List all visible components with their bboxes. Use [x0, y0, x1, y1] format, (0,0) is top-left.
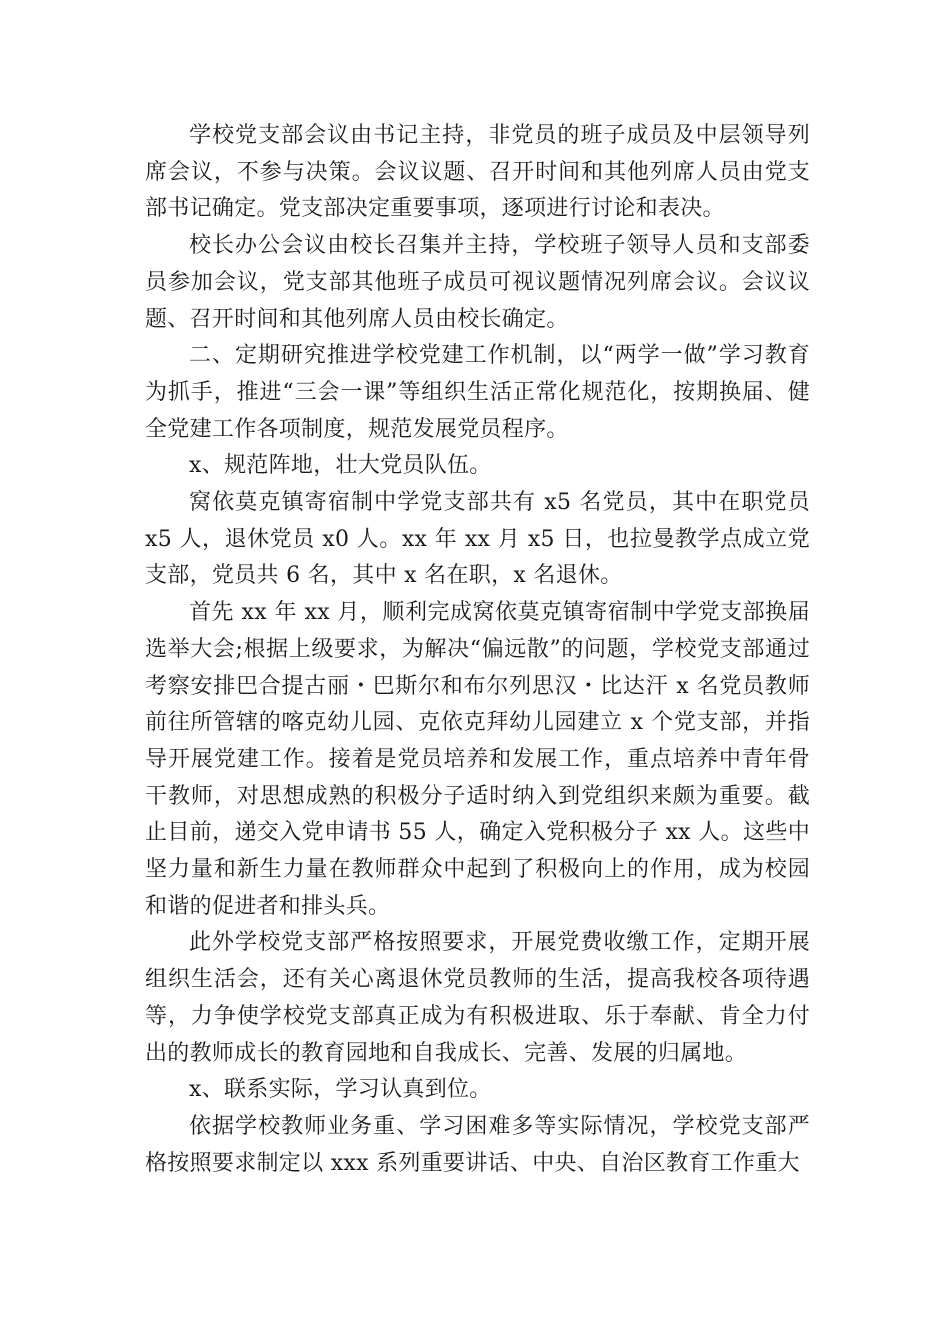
paragraph-member-count: 窝依莫克镇寄宿制中学党支部共有 x5 名党员，其中在职党员 x5 人，退休党员 x0 人。xx 年 xx 月 x5 日，也拉曼教学点成立党支部，党员共 6 名，其中 x 名在职，x 名退休。 — [145, 490, 810, 589]
subheading-study-practice: x、联系实际，学习认真到位。 — [189, 1077, 492, 1103]
paragraph-section-two: 二、定期研究推进学校党建工作机制，以“两学一做”学习教育为抓手，推进“三会一课”等组织生活正常化规范化，按期换届、健全党建工作各项制度，规范发展党员程序。 — [145, 343, 810, 442]
paragraph-election-and-development: 首先 xx 年 xx 月，顺利完成窝依莫克镇寄宿制中学党支部换届选举大会;根据上级要求，为解决“偏远散”的问题，学校党支部通过考察安排巴合提古丽・巴斯尔和布尔列思汉・比达汗 x 名党员教师前往所管辖的喀克幼儿园、克依克拜幼儿园建立 x 个党支部，并指导开展党建工作。接着是党员培养和发展工作，重点培养中青年骨干教师，对思想成熟的积极分子适时纳入到党组织来颇为重要。截止目前，递交入党申请书 55 人，确定入党积极分子 xx 人。这些中坚力量和新生力量在教师群众中起到了积极向上的作用，成为校园和谐的促进者和排头兵。 — [145, 600, 810, 919]
paragraph-principal-meeting: 校长办公会议由校长召集并主持，学校班子领导人员和支部委员参加会议，党支部其他班子成员可视议题情况列席会议。会议议题、召开时间和其他列席人员由校长确定。 — [145, 233, 810, 332]
paragraph-study-plan: 依据学校教师业务重、学习困难多等实际情况，学校党支部严格按照要求制定以 xxx 系列重要讲话、中央、自治区教育工作重大 — [145, 1113, 810, 1176]
paragraph-party-dues: 此外学校党支部严格按照要求，开展党费收缴工作，定期开展组织生活会，还有关心离退休党员教师的生活，提高我校各项待遇等，力争使学校党支部真正成为有积极进取、乐于奉献、肯全力付出的教师成长的教育园地和自我成长、完善、发展的归属地。 — [145, 930, 810, 1066]
paragraph-meeting-rules: 学校党支部会议由书记主持，非党员的班子成员及中层领导列席会议，不参与决策。会议议题、召开时间和其他列席人员由党支部书记确定。党支部决定重要事项，逐项进行讨论和表决。 — [145, 123, 810, 222]
document-body — [145, 118, 810, 1182]
subheading-standardize-positions: x、规范阵地，壮大党员队伍。 — [189, 453, 492, 479]
